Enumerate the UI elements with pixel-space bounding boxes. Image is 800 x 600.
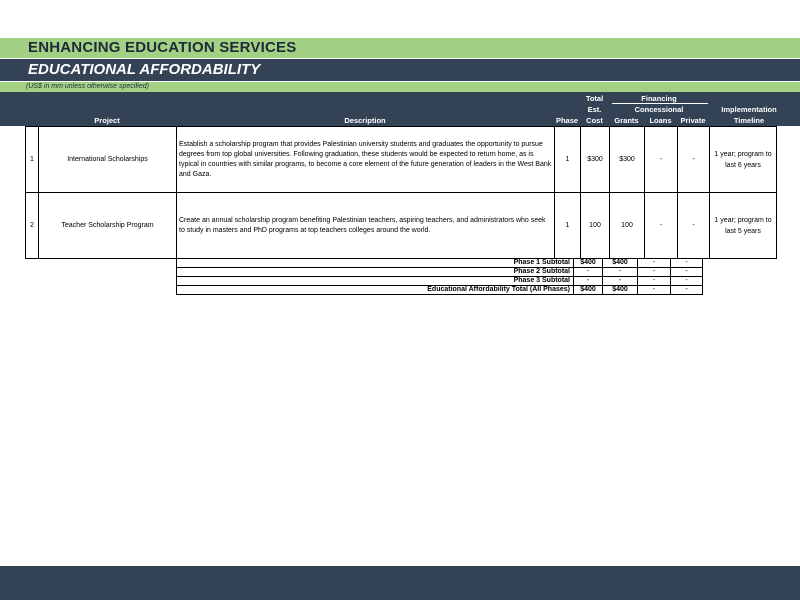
project-grants: $300 [610, 127, 645, 193]
row-number: 2 [26, 193, 39, 259]
col-header-description: Description [344, 116, 386, 125]
project-cost: 100 [581, 193, 610, 259]
project-name: Teacher Scholarship Program [39, 193, 177, 259]
project-loans: - [645, 193, 678, 259]
project-timeline: 1 year; program to last 6 years [710, 127, 777, 193]
subtotal-cost: - [574, 268, 603, 277]
financing-rule [612, 103, 708, 104]
table-row [26, 193, 777, 259]
project-cost: $300 [581, 127, 610, 193]
col-header-financing: Financing [641, 94, 677, 103]
subtotal-row [177, 277, 703, 286]
title-band-left [0, 38, 25, 58]
subtotal-cost: - [574, 277, 603, 286]
subtotal-grants: $400 [603, 259, 638, 268]
projects-table [25, 126, 777, 259]
col-header-loans: Loans [649, 116, 672, 125]
subtotal-grants: - [603, 268, 638, 277]
col-header-grants: Grants [614, 116, 639, 125]
project-timeline: 1 year; program to last 5 years [710, 193, 777, 259]
col-header-cost: Cost [586, 116, 603, 125]
units-note: (US$ in mm unless otherwise specified) [26, 83, 149, 90]
total-loans: - [638, 286, 671, 295]
subtotal-grants: - [603, 277, 638, 286]
subtotals-table [176, 258, 703, 295]
project-description: Establish a scholarship program that provides Palestinian university students and graduates the opportunity to pursue degrees from top global universities. Following graduation, these students would be expected to return home, as is typical in countries with similar programs, to become a core element of the future generation of leaders in the West Bank and Gaza. [177, 127, 555, 193]
subtotal-row [177, 259, 703, 268]
total-grants: $400 [603, 286, 638, 295]
subtotal-label: Phase 1 Subtotal [177, 259, 574, 268]
subtotal-loans: - [638, 277, 671, 286]
project-name: International Scholarships [39, 127, 177, 193]
col-header-est: Est. [587, 105, 602, 114]
col-header-timeline: Timeline [733, 116, 765, 125]
subtotal-loans: - [638, 268, 671, 277]
total-row [177, 286, 703, 295]
subtotal-private: - [671, 277, 703, 286]
project-private: - [678, 127, 710, 193]
subtotal-cost: $400 [574, 259, 603, 268]
table-row [26, 127, 777, 193]
col-header-phase: Phase [555, 116, 579, 125]
row-number: 1 [26, 127, 39, 193]
subtotal-loans: - [638, 259, 671, 268]
col-header-project: Project [94, 116, 120, 125]
footer-band [0, 566, 800, 600]
project-phase: 1 [555, 193, 581, 259]
total-cost: $400 [574, 286, 603, 295]
subtotal-private: - [671, 259, 703, 268]
col-header-total: Total [585, 94, 604, 103]
project-grants: 100 [610, 193, 645, 259]
page-title: ENHANCING EDUCATION SERVICES [28, 39, 297, 56]
project-description: Create an annual scholarship program benefiting Palestinian teachers, aspiring teachers, and administrators who seek to study in masters and PhD programs at top teachers colleges around the world. [177, 193, 555, 259]
project-private: - [678, 193, 710, 259]
subtotal-label: Phase 2 Subtotal [177, 268, 574, 277]
project-loans: - [645, 127, 678, 193]
subtotal-row [177, 268, 703, 277]
section-subtitle: EDUCATIONAL AFFORDABILITY [28, 61, 261, 78]
col-header-private: Private [680, 116, 706, 125]
col-header-implementation: Implementation [721, 105, 777, 114]
total-private: - [671, 286, 703, 295]
col-header-concessional: Concessional [634, 105, 684, 114]
subtotal-label: Phase 3 Subtotal [177, 277, 574, 286]
project-phase: 1 [555, 127, 581, 193]
total-label: Educational Affordability Total (All Phases) [177, 286, 574, 295]
subtotal-private: - [671, 268, 703, 277]
